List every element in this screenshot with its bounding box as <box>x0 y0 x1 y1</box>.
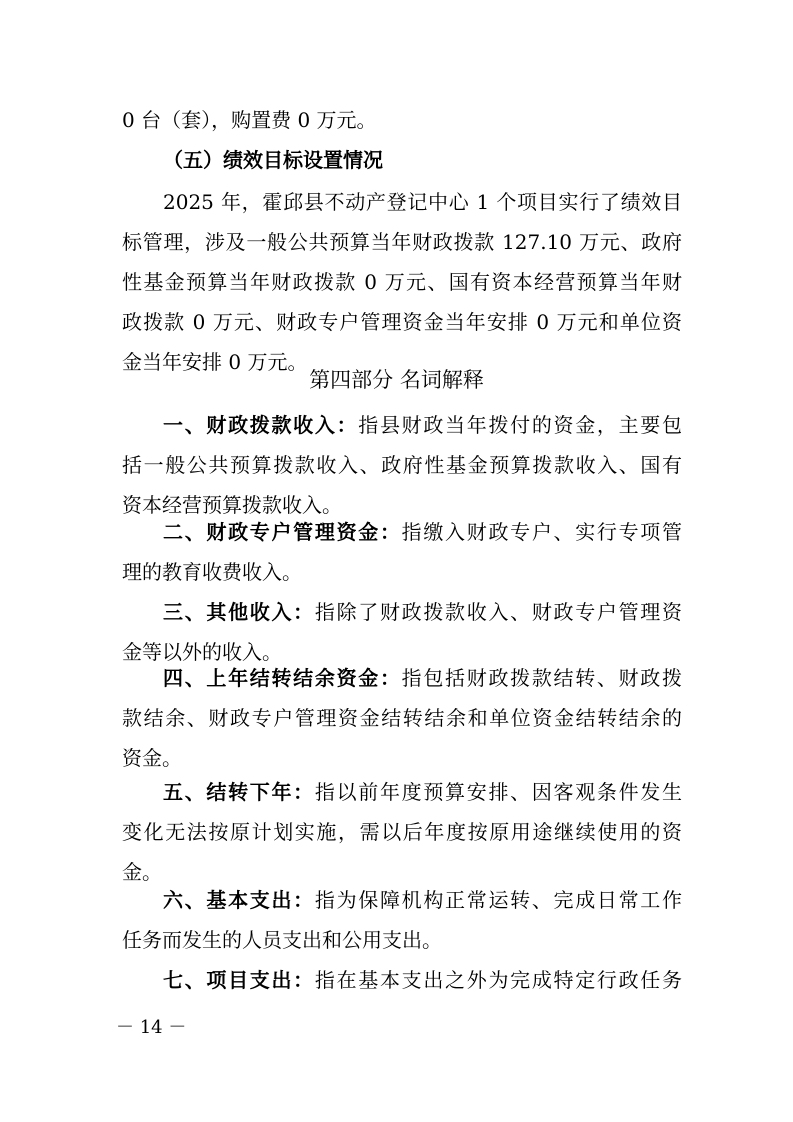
paragraph-line: 理的教育收费收入。 <box>122 560 302 584</box>
term-definition-line <box>163 592 682 632</box>
term-definition-line <box>163 960 682 1000</box>
term-definition-line <box>163 658 682 698</box>
term-text: 指缴入财政专户、实行专项管 <box>401 520 683 544</box>
paragraph-line: 金等以外的收入。 <box>122 640 282 664</box>
paragraph-line: 资本经营预算拨款收入。 <box>122 493 342 517</box>
paragraph-line: 性基金预算当年财政拨款 0 万元、国有资本经营预算当年财 <box>122 270 682 294</box>
paragraph-line: 政拨款 0 万元、财政专户管理资金当年安排 0 万元和单位资 <box>122 310 682 334</box>
term-label: 三、其他收入： <box>163 600 315 624</box>
term-text: 指在基本支出之外为完成特定行政任务 <box>314 968 683 992</box>
paragraph-line: 标管理，涉及一般公共预算当年财政拨款 127.10 万元、政府 <box>122 230 682 254</box>
term-label: 七、项目支出： <box>163 968 315 992</box>
term-text: 指为保障机构正常运转、完成日常工作 <box>314 888 683 912</box>
term-label: 五、结转下年： <box>163 780 315 804</box>
paragraph-line: 金。 <box>122 860 162 884</box>
term-label: 六、基本支出： <box>163 888 315 912</box>
continuation-text: 0 台（套），购置费 0 万元。 <box>122 108 377 132</box>
term-text: 指除了财政拨款收入、财政专户管理资 <box>314 600 683 624</box>
paragraph-line: 资金。 <box>122 746 182 770</box>
paragraph-line: 金当年安排 0 万元。 <box>122 350 308 374</box>
term-label: 一、财政拨款收入： <box>163 413 359 437</box>
term-definition-line <box>163 405 682 445</box>
term-text: 指包括财政拨款结转、财政拨 <box>401 666 683 690</box>
term-text: 指县财政当年拨付的资金，主要包 <box>358 413 683 437</box>
paragraph-line: 款结余、财政专户管理资金结转结余和单位资金结转结余的 <box>122 706 682 730</box>
paragraph-line: 括一般公共预算拨款收入、政府性基金预算拨款收入、国有 <box>122 453 682 477</box>
term-label: 四、上年结转结余资金： <box>163 666 402 690</box>
term-definition-line <box>163 880 682 920</box>
term-text: 指以前年度预算安排、因客观条件发生 <box>314 780 683 804</box>
term-label: 二、财政专户管理资金： <box>163 520 402 544</box>
term-definition-line <box>163 772 682 812</box>
paragraph-line: 2025 年，霍邱县不动产登记中心 1 个项目实行了绩效目 <box>163 190 682 214</box>
paragraph-line: 任务而发生的人员支出和公用支出。 <box>122 928 442 952</box>
page-number: － 14 － <box>116 1017 187 1038</box>
part-title: 第四部分 名词解释 <box>309 368 484 392</box>
paragraph-line: 变化无法按原计划实施，需以后年度按原用途继续使用的资 <box>122 820 682 844</box>
section-heading: （五）绩效目标设置情况 <box>163 148 383 172</box>
term-definition-line <box>163 512 682 552</box>
